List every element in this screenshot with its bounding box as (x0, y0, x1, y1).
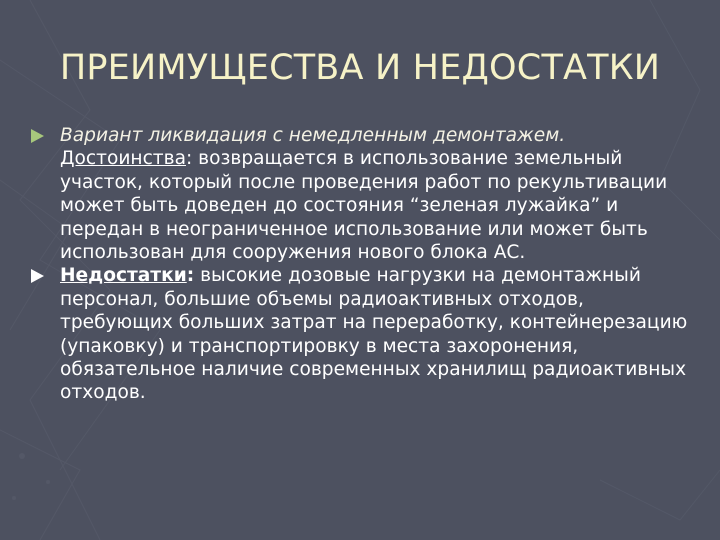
advantages-term: Достоинства (60, 148, 186, 170)
bullet-advantages (30, 124, 700, 264)
slide-title: ПРЕИМУЩЕСТВА И НЕДОСТАТКИ (59, 48, 661, 88)
disadvantages-colon: : (186, 265, 195, 287)
bullet-arrow-icon (31, 269, 44, 283)
bullet-arrow-icon (31, 129, 44, 143)
disadvantages-term: Недостатки (60, 265, 187, 287)
bullet-list (30, 124, 700, 405)
disadvantages-text: высокие дозовые нагрузки на демонтажный персонал, большие объемы радиоактивных отходов, требующих больших затрат на переработку, контейнерезацию (упаковку) и транспортировку в места захоронения, обязательное наличие современных хранилищ радиоактивных отходов. (60, 265, 688, 404)
variant-heading: Вариант ликвидация с немедленным демонтажем. (60, 125, 566, 146)
advantages-text: возвращается в использование земельный участок, который после проведения работ по рекультивации может быть доведен до состояния “зеленая лужайка” и передан в неограниченное использование или может быть использован для сооружения нового блока АС. (60, 148, 668, 264)
advantages-colon: : (185, 148, 193, 170)
bullet-disadvantages (30, 264, 700, 404)
